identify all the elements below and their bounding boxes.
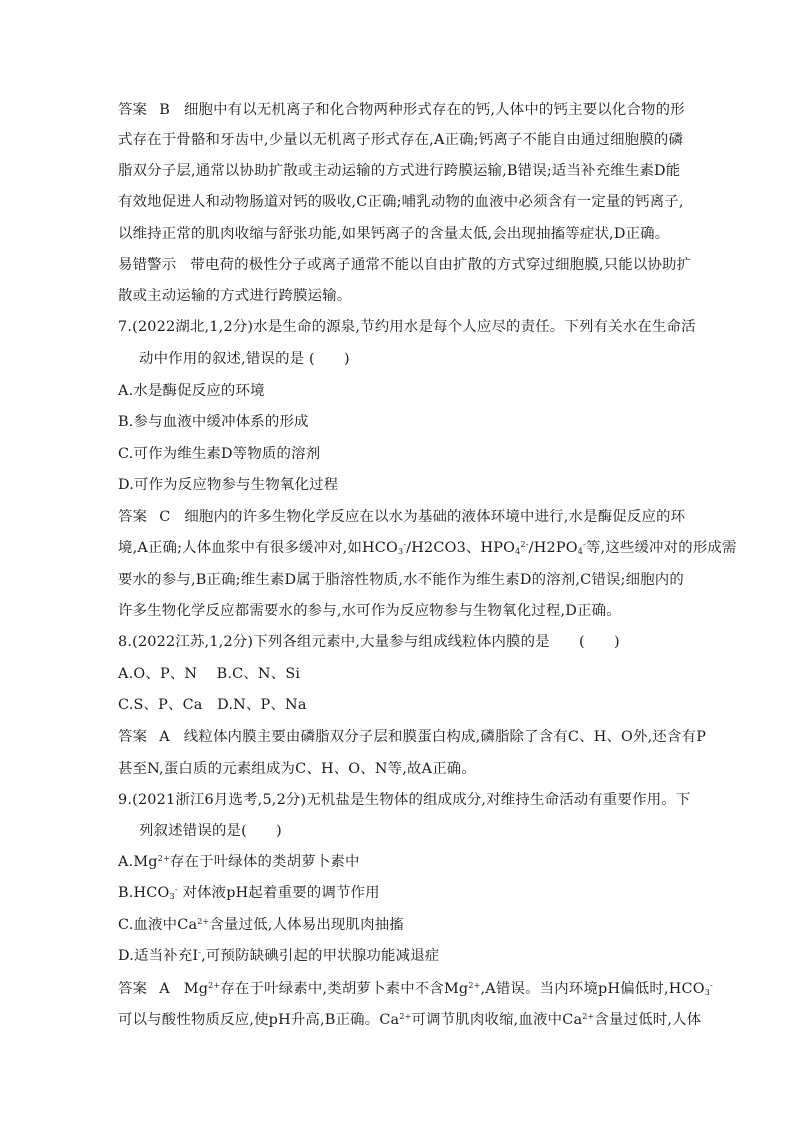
superscript: -	[198, 948, 202, 957]
superscript: 2+	[197, 917, 210, 926]
answer-text: ,A错误。当内环境pH偏低时,HCO	[480, 981, 705, 997]
subscript: 4	[515, 547, 521, 556]
q7-answer-line-2	[118, 539, 737, 557]
option-text: 存在于叶绿体的类胡萝卜素中	[169, 854, 360, 870]
answer-text: 等,这些缓冲对的形成需	[585, 540, 737, 556]
answer-text: 细胞中有以无机离子和化合物两种形式存在的钙,人体中的钙主要以化合物的形	[183, 102, 685, 118]
answer-label: 答案	[118, 102, 148, 118]
option-text: 含量过低,人体易出现肌肉抽搐	[209, 917, 404, 933]
q9-option-b	[118, 884, 380, 902]
q9-answer-line-2	[118, 1011, 701, 1029]
option-text: ,可预防缺碘引起的甲状腺功能减退症	[201, 948, 440, 964]
warning-line-1	[118, 256, 691, 274]
answer-text: 含量过低时,人体	[594, 1012, 702, 1028]
answer-text: /H2CO3、HPO	[406, 540, 516, 556]
option-text: D.适当补充I	[118, 948, 199, 964]
subscript: 3	[704, 988, 710, 997]
q9-option-a	[118, 853, 360, 871]
answer-text: 存在于叶绿素中,类胡萝卜素中不含Mg	[220, 981, 469, 997]
answer-letter: A	[159, 981, 170, 997]
q7-answer-line-1	[118, 508, 685, 526]
q9-answer-line-1	[118, 980, 713, 998]
q8-options-line-1: A.O、P、N B.C、N、Si	[118, 666, 301, 682]
answer-text: 可以与酸性物质反应,使pH升高,B正确。Ca	[118, 1012, 400, 1028]
superscript: 2+	[468, 981, 481, 990]
answer-text: 线粒体内膜主要由磷脂双分子层和膜蛋白构成,磷脂除了含有C、H、O外,还含有P	[183, 729, 707, 745]
answer-text: 细胞内的许多生物化学反应在以水为基础的液体环境中进行,水是酶促反应的环	[184, 509, 686, 525]
q6-answer-line-3: 脂双分子层,通常以协助扩散或主动运输的方式进行跨膜运输,B错误;适当补充维生素D能	[118, 163, 681, 179]
answer-letter: C	[159, 509, 171, 525]
warning-line-2: 散或主动运输的方式进行跨膜运输。	[118, 288, 352, 304]
answer-label: 答案	[118, 509, 148, 525]
q7-stem-line-1: 7.(2022湖北,1,2分)水是生命的源泉,节约用水是每个人应尽的责任。下列有关水在生命活	[118, 319, 696, 335]
superscript: -	[403, 540, 407, 549]
q6-answer-line-1	[118, 101, 685, 119]
answer-text: Mg	[183, 981, 209, 997]
answer-label: 答案	[118, 729, 148, 745]
superscript: 2+	[208, 981, 221, 990]
warning-label: 易错警示	[118, 257, 177, 273]
q8-answer-line-2: 甚至N,蛋白质的元素组成为C、H、O、N等,故A正确。	[118, 761, 476, 777]
answer-label: 答案	[118, 981, 148, 997]
option-text: B.HCO	[118, 885, 170, 901]
subscript: 4	[577, 547, 584, 556]
answer-letter: A	[159, 729, 170, 745]
q6-answer-line-2: 式存在于骨骼和牙齿中,少量以无机离子形式存在,A正确;钙离子不能自由通过细胞膜的磷	[118, 132, 684, 148]
q8-options-line-2: C.S、P、Ca D.N、P、Na	[118, 697, 307, 713]
answer-text: 境,A正确;人体血浆中有很多缓冲对,如HCO	[118, 540, 399, 556]
answer-letter: B	[159, 102, 170, 118]
q7-option-d: D.可作为反应物参与生物氧化过程	[118, 477, 339, 493]
q7-option-b: B.参与血液中缓冲体系的形成	[118, 414, 309, 430]
superscript: -	[710, 981, 713, 990]
option-text: C.血液中Ca	[118, 917, 198, 933]
warning-text: 带电荷的极性分子或离子通常不能以自由扩散的方式穿过细胞膜,只能以协助扩	[190, 257, 692, 273]
superscript: -	[583, 540, 586, 549]
q6-answer-line-4: 有效地促进人和动物肠道对钙的吸收,C正确;哺乳动物的血液中必须含有一定量的钙离子,	[118, 194, 684, 210]
q7-option-a: A.水是酶促反应的环境	[118, 383, 265, 399]
q7-answer-line-3: 要水的参与,B正确;维生素D属于脂溶性物质,水不能作为维生素D的溶剂,C错误;细胞内的	[118, 572, 684, 588]
subscript: 3	[169, 892, 175, 901]
q9-option-d	[118, 947, 439, 965]
answer-text: /H2PO	[528, 540, 578, 556]
superscript: 2+	[399, 1012, 412, 1021]
q7-answer-line-4: 许多生物化学反应都需要水的参与,水可作为反应物参与生物氧化过程,D正确。	[118, 603, 621, 619]
q7-stem-line-2: 动中作用的叙述,错误的是 ( )	[139, 351, 350, 367]
superscript: 2+	[582, 1012, 595, 1021]
q9-stem-line-1: 9.(2021浙江6月选考,5,2分)无机盐是生物体的组成成分,对维持生命活动有重要作用。下	[118, 792, 691, 808]
superscript: -	[174, 885, 178, 894]
q9-stem-line-2: 列叙述错误的是( )	[139, 823, 282, 839]
q8-answer-line-1	[118, 728, 706, 746]
q8-stem: 8.(2022江苏,1,2分)下列各组元素中,大量参与组成线粒体内膜的是 ( )	[118, 634, 620, 650]
q6-answer-line-5: 以维持正常的肌肉收缩与舒张功能,如果钙离子的含量太低,会出现抽搐等症状,D正确。	[118, 226, 670, 242]
option-text: A.Mg	[118, 854, 158, 870]
option-text: 对体液pH起着重要的调节作用	[177, 885, 380, 901]
q9-option-c	[118, 916, 404, 934]
answer-text: 可调节肌肉收缩,血液中Ca	[411, 1012, 583, 1028]
superscript: 2-	[520, 540, 529, 549]
subscript: 3	[398, 547, 404, 556]
superscript: 2+	[157, 854, 170, 863]
q7-option-c: C.可作为维生素D等物质的溶剂	[118, 446, 321, 462]
